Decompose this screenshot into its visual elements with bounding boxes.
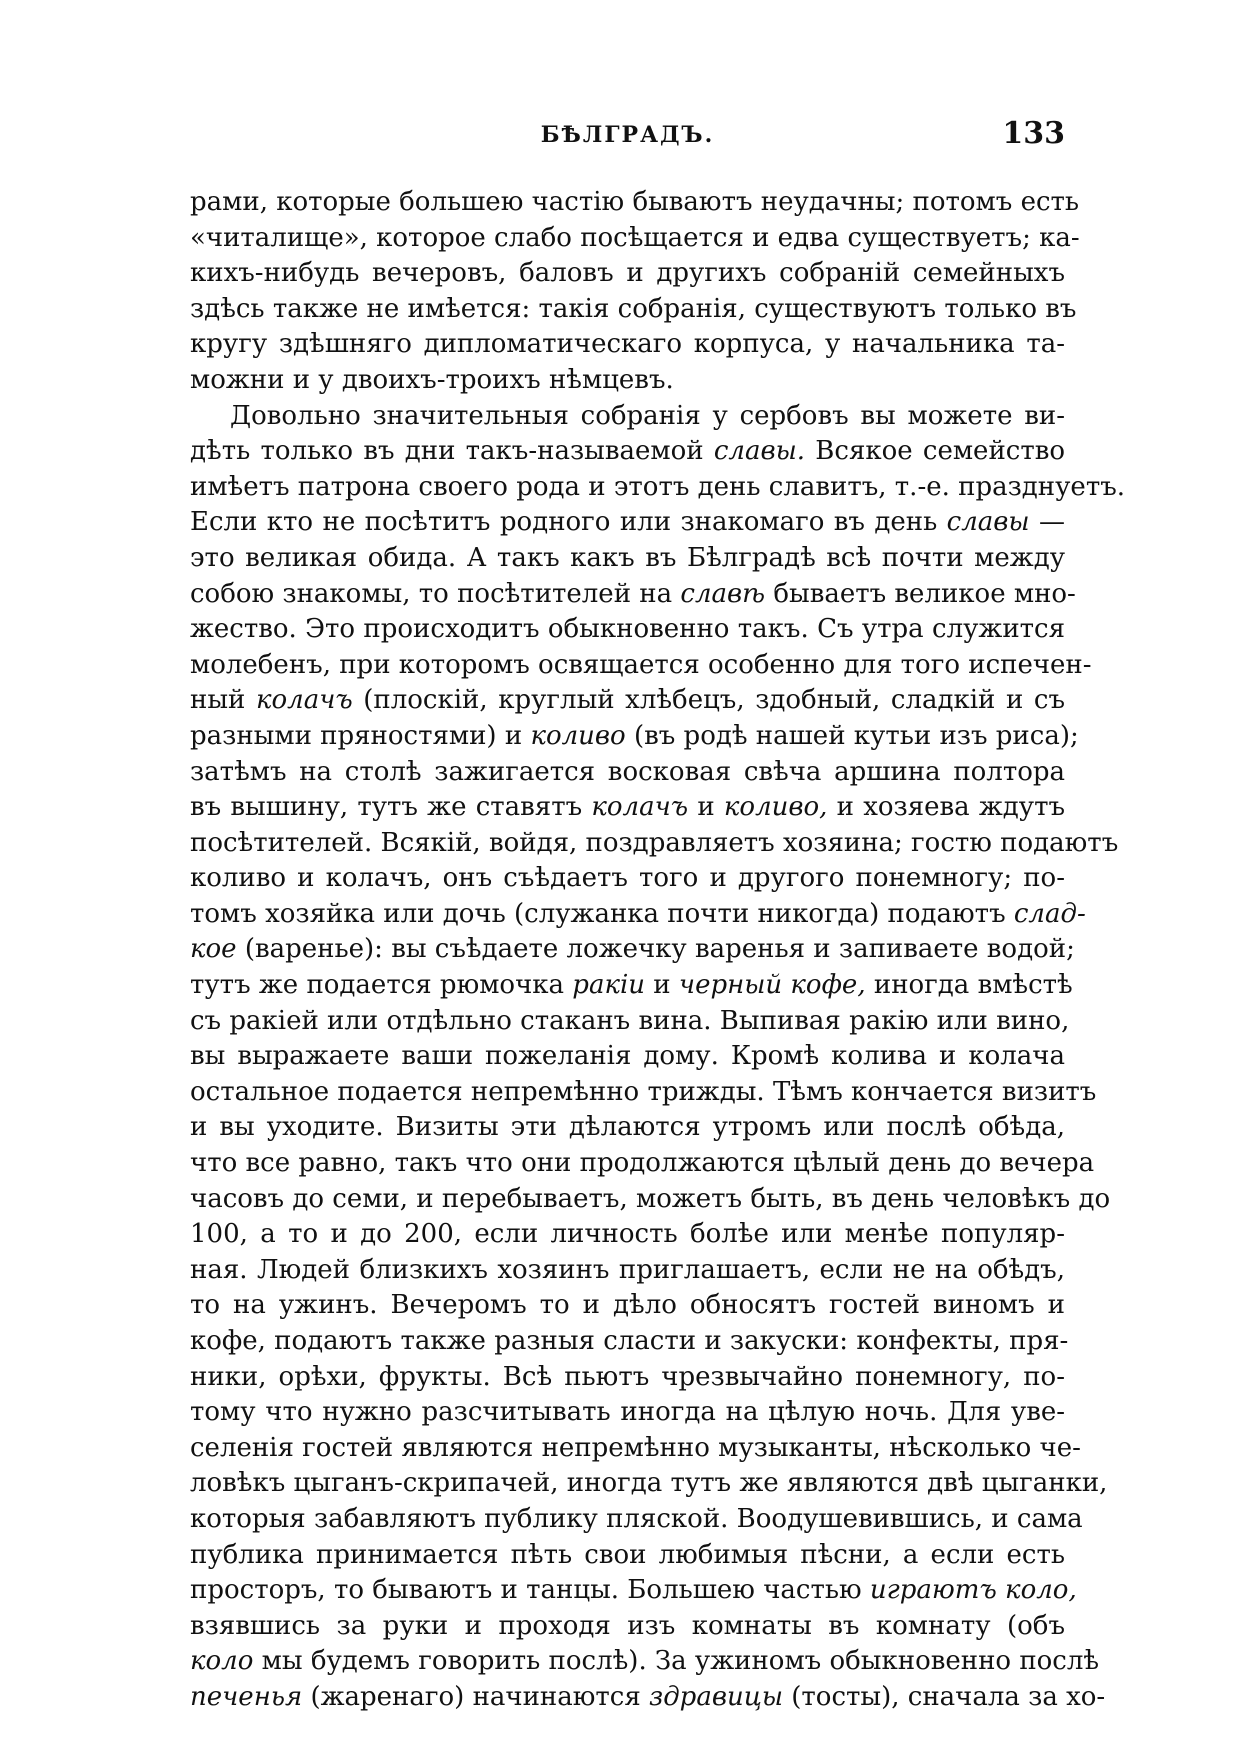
text-line (190, 292, 1077, 328)
text-line (190, 683, 1065, 719)
text-line (190, 470, 1126, 506)
text-line (190, 399, 1065, 435)
text-run: ловѣкъ цыганъ-скрипачей, иногда тутъ же являются двѣ цыганки, (190, 1468, 1108, 1499)
text-run: и (645, 970, 679, 1001)
text-run: (плоскій, круглый хлѣбецъ, здобный, сладкій и съ (352, 685, 1065, 716)
text-run: имѣетъ патрона своего рода и этотъ день славитъ, т.-е. празднуетъ. (190, 471, 1126, 502)
text-line (190, 1182, 1111, 1218)
text-run: можни и у двоихъ-троихъ нѣмцевъ. (190, 364, 674, 395)
text-line (190, 1680, 1106, 1716)
text-line (190, 1217, 1065, 1253)
text-run: взявшись за руки и проходя изъ комнаты въ комнату (объ (190, 1610, 1065, 1641)
italic-text-run: коло (190, 1646, 254, 1677)
text-run: ники, орѣхи, фрукты. Всѣ пьютъ чрезвычайно понемногу, по- (190, 1361, 1065, 1392)
text-run: тому что нужно разсчитывать иногда на цѣлую ночь. Для уве- (190, 1397, 1065, 1428)
text-line (190, 1324, 1069, 1360)
text-line (190, 185, 1080, 221)
italic-text-run: колачъ (255, 685, 353, 716)
page-number: 133 (1002, 116, 1065, 151)
italic-text-run: славы (946, 507, 1030, 538)
text-run: (варенье): вы съѣдаете ложечку варенья и запиваете водой; (236, 934, 1075, 965)
italic-text-run: ракіи (572, 970, 646, 1001)
text-run: съ ракіей или отдѣльно стаканъ вина. Выпивая ракію или вино, (190, 1005, 1070, 1036)
text-run: въ вышину, тутъ же ставятъ (190, 792, 592, 823)
text-run: молебенъ, при которомъ освящается особенно для того испечен- (190, 649, 1092, 680)
text-line (190, 755, 1065, 791)
text-line (190, 826, 1119, 862)
text-line (190, 612, 1065, 648)
text-run: просторъ, то бываютъ и танцы. Большею частью (190, 1575, 870, 1606)
text-run: то на ужинъ. Вечеромъ то и дѣло обносятъ гостей виномъ и (190, 1290, 1065, 1321)
text-line (190, 256, 1065, 292)
text-run: посѣтителей. Всякій, войдя, поздравляетъ хозяина; гостю подаютъ (190, 827, 1119, 858)
text-line (190, 1004, 1070, 1040)
text-line (190, 1466, 1108, 1502)
text-run: затѣмъ на столѣ зажигается восковая свѣча аршина полтора (190, 756, 1065, 787)
text-run: и вы уходите. Визиты эти дѣлаются утромъ или послѣ обѣда, (190, 1112, 1065, 1143)
text-line (190, 363, 1065, 399)
text-line (190, 1609, 1065, 1645)
text-run: и хозяева ждутъ (827, 792, 1065, 823)
text-line (190, 932, 1075, 968)
text-run: Если кто не посѣтитъ родного или знакомаго въ день (190, 507, 947, 538)
italic-text-run: кое (190, 934, 237, 965)
text-run: которыя забавляютъ публику пляской. Воодушевившись, и сама (190, 1503, 1083, 1534)
text-run: Всякое семейство (805, 436, 1066, 467)
italic-text-run: слад- (1013, 898, 1086, 929)
text-run: «читалище», которое слабо посѣщается и едва существуетъ; ка- (190, 222, 1080, 253)
text-run: — (1029, 507, 1065, 538)
text-run: селенія гостей являются непремѣнно музыканты, нѣсколько че- (190, 1432, 1081, 1463)
text-run: публика принимается пѣть свои любимыя пѣсни, а если есть (190, 1539, 1065, 1570)
text-line (190, 434, 1065, 470)
text-run: что все равно, такъ что они продолжаются цѣлый день до вечера (190, 1148, 1095, 1179)
text-line (190, 648, 1092, 684)
text-run: мы будемъ говорить послѣ). За ужиномъ обыкновенно послѣ (253, 1646, 1100, 1677)
running-title: БѢЛГРАДЪ. (540, 122, 715, 148)
text-run: Довольно значительныя собранія у сербовъ вы можете ви- (230, 400, 1065, 431)
body-text (190, 185, 1126, 1716)
italic-text-run: играютъ коло, (869, 1575, 1077, 1606)
text-run: кофе, подаютъ также разныя сласти и закуски: конфекты, пря- (190, 1326, 1069, 1356)
text-run: томъ хозяйка или дочь (служанка почти никогда) подаютъ (190, 898, 1014, 929)
text-run: это великая обида. А такъ какъ въ Бѣлградѣ всѣ почти между (190, 542, 1065, 573)
text-run: (тосты), сначала за хо- (783, 1681, 1106, 1712)
italic-text-run: коливо, (723, 792, 828, 823)
text-line (190, 1395, 1065, 1431)
text-run: дѣть только въ дни такъ-называемой (190, 436, 714, 467)
text-run: (жаренаго) начинаются (302, 1681, 650, 1712)
italic-text-run: коливо (530, 720, 626, 751)
text-run: кругу здѣшняго дипломатическаго корпуса, у начальника та- (190, 329, 1065, 360)
text-line (190, 1075, 1097, 1111)
italic-text-run: славы. (713, 436, 806, 467)
text-run: ный (190, 685, 256, 716)
text-line (190, 1110, 1065, 1146)
text-line (190, 1288, 1065, 1324)
text-run: жество. Это происходитъ обыкновенно такъ. Съ утра служится (190, 614, 1065, 645)
text-line (190, 1039, 1065, 1075)
text-run: здѣсь также не имѣется: такія собранія, существуютъ только въ (190, 293, 1077, 324)
text-line (190, 1538, 1065, 1574)
italic-text-run: колачъ (591, 792, 689, 823)
text-run: и (688, 792, 724, 823)
text-line (190, 327, 1065, 363)
text-run: 100, а то и до 200, если личность болѣе или менѣе популяр- (190, 1219, 1065, 1250)
text-line (190, 1502, 1083, 1538)
text-line (190, 577, 1076, 613)
text-line (190, 719, 1079, 755)
text-run: рами, которые большею частію бываютъ неудачны; потомъ есть (190, 187, 1080, 217)
text-run: вы выражаете ваши пожеланія дому. Кромѣ колива и колача (190, 1041, 1065, 1072)
text-line (190, 861, 1065, 897)
text-line (190, 505, 1065, 541)
text-line (190, 1360, 1065, 1396)
text-run: часовъ до семи, и перебываетъ, можетъ быть, въ день человѣкъ до (190, 1183, 1111, 1214)
italic-text-run: черный кофе, (678, 970, 866, 1001)
text-run: ная. Людей близкихъ хозяинъ приглашаетъ, если не на обѣдъ, (190, 1254, 1065, 1285)
text-line (190, 968, 1073, 1004)
text-line (190, 541, 1065, 577)
running-head (190, 116, 1065, 156)
text-run: тутъ же подается рюмочка (190, 970, 573, 1001)
text-run: кихъ-нибудь вечеровъ, баловъ и другихъ собраній семейныхъ (190, 258, 1065, 289)
text-line (190, 1431, 1081, 1467)
text-line (190, 1644, 1100, 1680)
text-line (190, 1146, 1095, 1182)
text-run: разными пряностями) и (190, 720, 531, 751)
text-line (190, 790, 1065, 826)
text-line (190, 1253, 1065, 1289)
text-run: иногда вмѣстѣ (865, 970, 1073, 1001)
text-line (190, 1573, 1077, 1609)
italic-text-run: славѣ (680, 578, 766, 609)
text-run: (въ родѣ нашей кутьи изъ риса); (625, 720, 1079, 751)
text-run: собою знакомы, то посѣтителей на (190, 578, 681, 609)
italic-text-run: печенья (190, 1681, 303, 1712)
italic-text-run: здравицы (649, 1681, 784, 1712)
text-line (190, 897, 1086, 933)
text-run: коливо и колачъ, онъ съѣдаетъ того и другого понемногу; по- (190, 863, 1065, 894)
text-run: остальное подается непремѣнно трижды. Тѣмъ кончается визитъ (190, 1076, 1097, 1107)
text-line (190, 221, 1080, 257)
text-run: бываетъ великое мно- (765, 578, 1076, 609)
